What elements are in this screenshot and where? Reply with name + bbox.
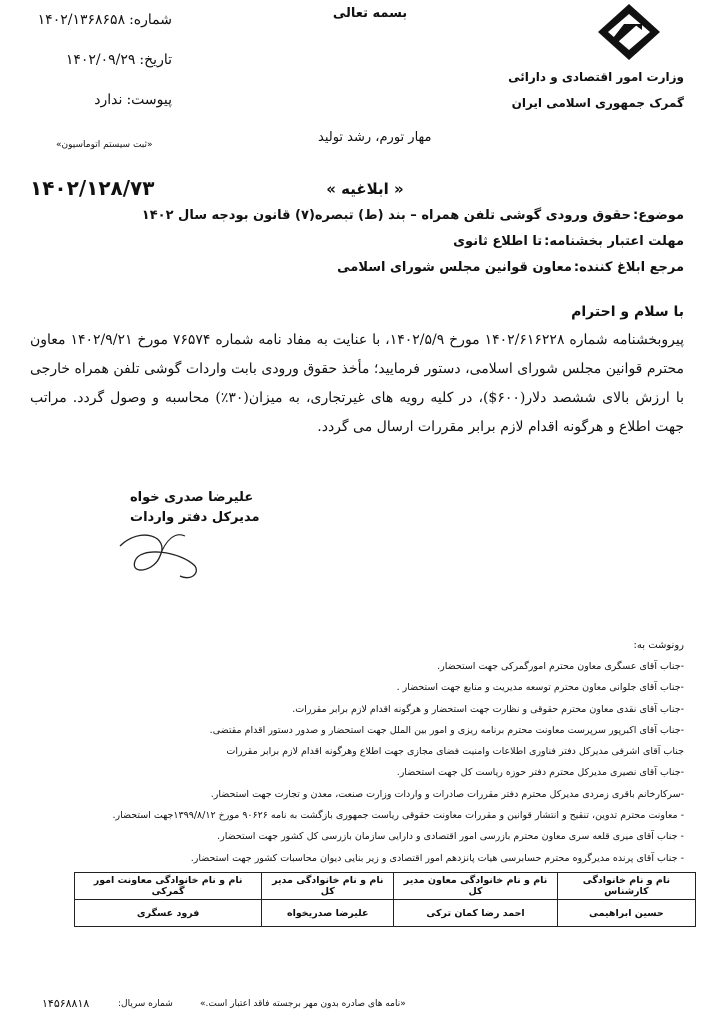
approvals-name-cell: حسین ابراهیمی — [557, 900, 695, 927]
approvals-header-cell: نام و نام خانوادگی کارشناس — [557, 873, 695, 900]
body-paragraph: پیروبخشنامه شماره ۱۴۰۲/۶۱۶۲۲۸ مورخ ۱۴۰۲/۵/۹، با عنایت به مفاد نامه شماره ۷۶۵۷۴ مورخ ۱۴۰۲/۹/۲۱ معاون محترم قوانین مجلس شورای اسلامی، دستور فرمایید؛ مأخذ حقوق ورودی بابت واردات گوشی تلفن همراه خارجی با ارزش بالای ششصد دلار(۶۰۰$)، در کلیه رویه های غیرتجاری، به میزان(۳۰٪) محاسبه و وصول گردد. مراتب جهت اطلاع و هرگونه اقدام لازم برابر مقررات ارسال می گردد. — [30, 332, 685, 435]
approvals-header-cell: نام و نام خانوادگی معاون مدیر کل — [394, 873, 558, 900]
cc-item: - جناب آقای پرنده مدیرگروه محترم حسابرسی هیات پانزدهم امور اقتصادی و زیر بنایی دیوان محاسبات کشور جهت استحضار. — [190, 852, 684, 864]
signer-name: علیرضا صدری خواه — [130, 490, 254, 505]
letter-attachment-label: پیوست: — [126, 92, 172, 108]
validity-value: تا اطلاع ثانوی — [453, 234, 543, 249]
authority-field — [337, 260, 684, 275]
system-note: «ثبت سیستم اتوماسیون» — [56, 140, 153, 150]
cc-item: - معاونت محترم تدوین، تنقیح و انتشار قوانین و مقررات معاونت حقوقی ریاست جمهوری بازگشت به نامه ۹۰۶۲۶ مورخ ۱۳۹۹/۸/۱۲جهت استحضار. — [112, 810, 684, 822]
approvals-name-cell: علیرضا صدریخواه — [262, 900, 394, 927]
letter-date-label: تاریخ: — [139, 52, 172, 68]
slogan: مهار تورم، رشد تولید — [318, 130, 432, 145]
subject-label: موضوع: — [633, 208, 684, 223]
letter-attachment-value: ندارد — [94, 92, 123, 108]
cc-item: -جناب آقای عسگری معاون محترم امورگمرکی جهت استحضار. — [437, 661, 684, 672]
cc-item: -جناب آقای نقدی معاون محترم حقوقی و نظارت جهت استحضار و هرگونه اقدام لازم برابر مقررات. — [292, 703, 684, 715]
subject-field — [142, 208, 684, 223]
approvals-header-cell: نام و نام خانوادگی معاونت امور گمرکی — [75, 873, 262, 900]
greeting: با سلام و احترام — [571, 304, 684, 320]
cc-item: جناب آقای اشرفی مدیرکل دفتر فناوری اطلاعات وامنیت فضای مجازی جهت اطلاع وهرگونه اقدام لازم برابر مقررات — [226, 746, 684, 758]
customs-name: گمرک جمهوری اسلامی ایران — [511, 96, 684, 110]
cc-item: -سرکارخانم باقری زمردی مدیرکل محترم دفتر مقررات صادرات و واردات وزارت صنعت، معدن و تجارت جهت استحضار. — [210, 788, 684, 800]
cc-item: -جناب آقای نصیری مدیرکل محترم دفتر حوزه ریاست کل جهت استحضار. — [396, 767, 684, 779]
approvals-table — [74, 872, 696, 927]
serial-number: ۱۴۵۶۸۸۱۸ — [42, 997, 90, 1010]
authority-label: مرجع ابلاغ کننده: — [573, 260, 684, 275]
letter-number — [22, 12, 172, 28]
approvals-names-row — [75, 900, 696, 927]
letter-date — [22, 52, 172, 68]
subject-value: حقوق ورودی گوشی تلفن همراه – بند (ط) تبصره(۷) قانون بودجه سال ۱۴۰۲ — [141, 208, 631, 223]
handwritten-signature — [100, 516, 220, 586]
validity-field — [453, 234, 684, 249]
cc-item: -جناب آقای اکبرپور سرپرست معاونت محترم برنامه ریزی و امور بین الملل جهت استحضار و صدور دستور اقدام مقتضی. — [209, 724, 684, 736]
letter-attachment — [22, 92, 172, 108]
cc-list — [64, 656, 684, 869]
approvals-name-cell: فرود عسگری — [75, 900, 262, 927]
authority-value: معاون قوانین مجلس شورای اسلامی — [337, 260, 572, 275]
letter-number-value: ۱۴۰۲/۱۳۶۸۶۵۸ — [37, 12, 126, 28]
footer-note: «نامه های صادره بدون مهر برجسته فاقد اعتبار است.» — [200, 999, 406, 1009]
cc-item: -جناب آقای جلوانی معاون محترم توسعه مدیریت و منابع جهت استحضار . — [396, 682, 684, 694]
basmala: بسمه تعالی — [332, 6, 408, 21]
notice-title: « ابلاغیه » — [326, 180, 404, 198]
approvals-header-row — [75, 873, 696, 900]
approvals-name-cell: احمد رضا کمان ترکی — [394, 900, 558, 927]
letter-number-label: شماره: — [129, 12, 172, 28]
serial-label: شماره سریال: — [118, 999, 173, 1009]
cc-item: - جناب آقای میری قلعه سری معاون محترم بازرسی امور اقتصادی و دارایی سازمان بازرسی کل کشور جهت استحضار. — [217, 831, 684, 843]
approvals-header-cell: نام و نام خانوادگی مدیر کل — [262, 873, 394, 900]
doc-number: ۱۴۰۲/۱۲۸/۷۳ — [30, 176, 155, 200]
customs-logo — [594, 2, 664, 62]
letter-date-value: ۱۴۰۲/۰۹/۲۹ — [65, 52, 136, 68]
signer-title: مدیرکل دفتر واردات — [130, 510, 260, 525]
ministry-name: وزارت امور اقتصادی و دارائی — [508, 70, 684, 84]
cc-title: رونوشت به: — [633, 640, 684, 651]
validity-label: مهلت اعتبار بخشنامه: — [544, 234, 684, 249]
